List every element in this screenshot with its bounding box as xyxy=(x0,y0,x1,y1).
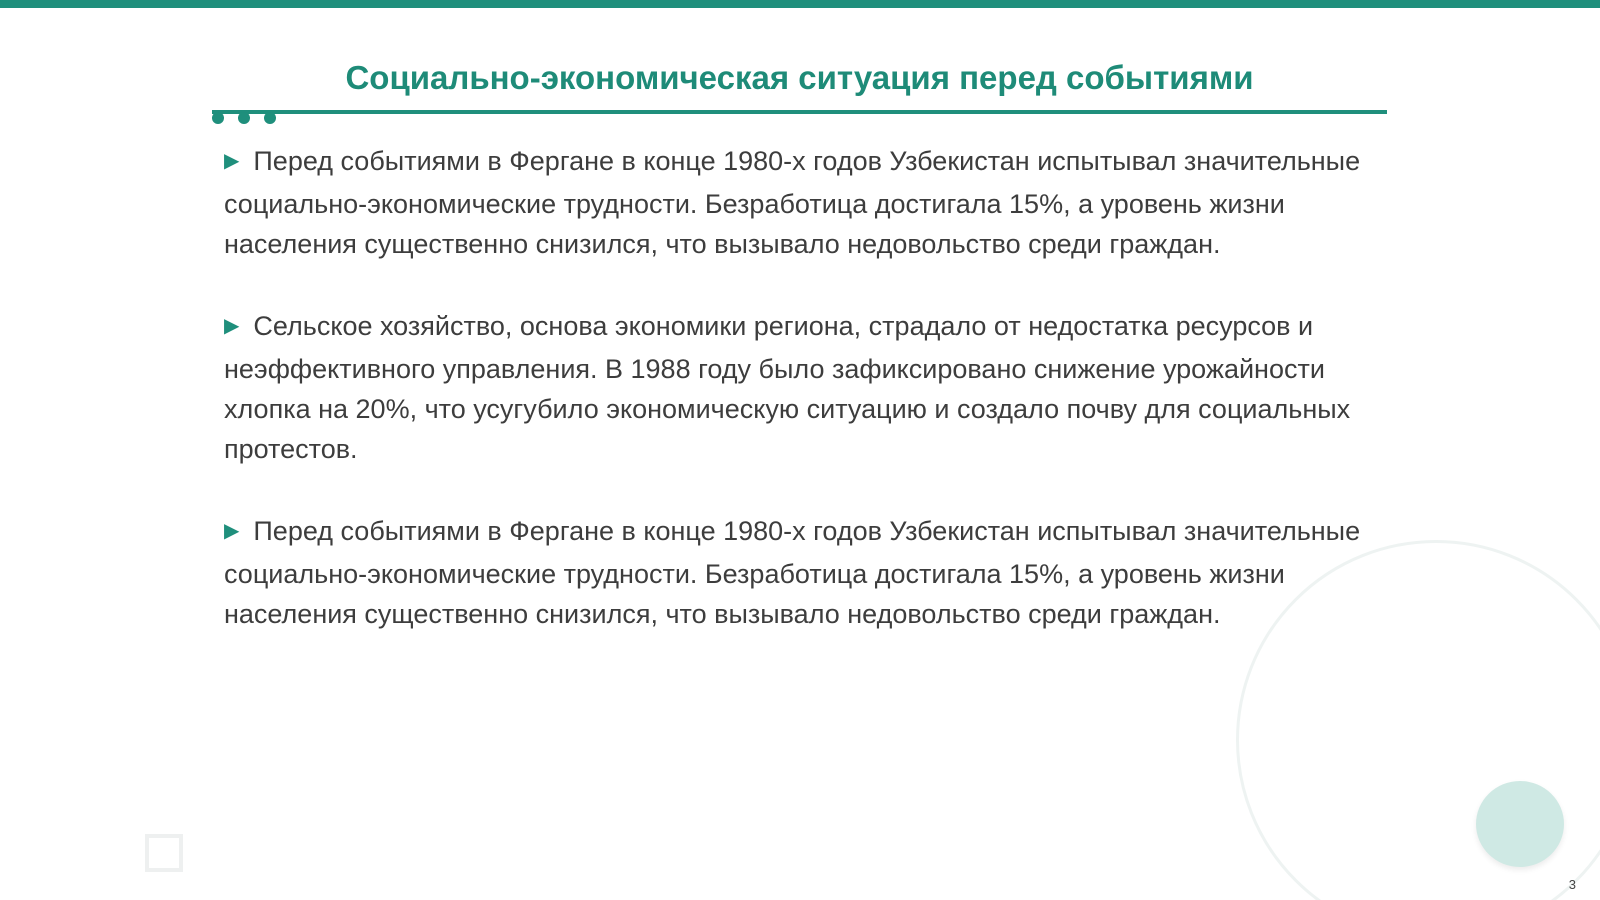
top-accent-bar xyxy=(0,0,1600,8)
accent-dot-icon xyxy=(212,112,224,124)
decorative-square-icon xyxy=(145,834,183,872)
bullet-paragraph-1 xyxy=(224,141,1374,264)
accent-dot-icon xyxy=(238,112,250,124)
bullet-text: Сельское хозяйство, основа экономики региона, страдало от недостатка ресурсов и неэффективного управления. В 1988 году было зафиксировано снижение урожайности хлопка на 20%, что усугубило экономическую ситуацию и создало почву для социальных протестов. xyxy=(224,311,1351,464)
bullet-text: Перед событиями в Фергане в конце 1980-х годов Узбекистан испытывал значительные социально-экономические трудности. Безработица достигала 15%, а уровень жизни населения существенно снизился, что вызывало недовольство среди граждан. xyxy=(224,516,1361,629)
bullet-text: Перед событиями в Фергане в конце 1980-х годов Узбекистан испытывал значительные социально-экономические трудности. Безработица достигала 15%, а уровень жизни населения существенно снизился, что вызывало недовольство среди граждан. xyxy=(224,146,1361,259)
bullet-paragraph-2 xyxy=(224,306,1374,469)
triangle-bullet-icon: ▶ xyxy=(224,315,240,337)
bullet-paragraph-3 xyxy=(224,511,1374,634)
bullet-list xyxy=(224,141,1374,676)
accent-dot-icon xyxy=(264,112,276,124)
title-underline xyxy=(212,110,1387,114)
triangle-bullet-icon: ▶ xyxy=(224,520,240,542)
triangle-bullet-icon: ▶ xyxy=(224,150,240,172)
page-number: 3 xyxy=(1568,877,1576,892)
slide-title: Социально-экономическая ситуация перед событиями xyxy=(345,59,1254,96)
decorative-disc-icon xyxy=(1476,781,1564,867)
